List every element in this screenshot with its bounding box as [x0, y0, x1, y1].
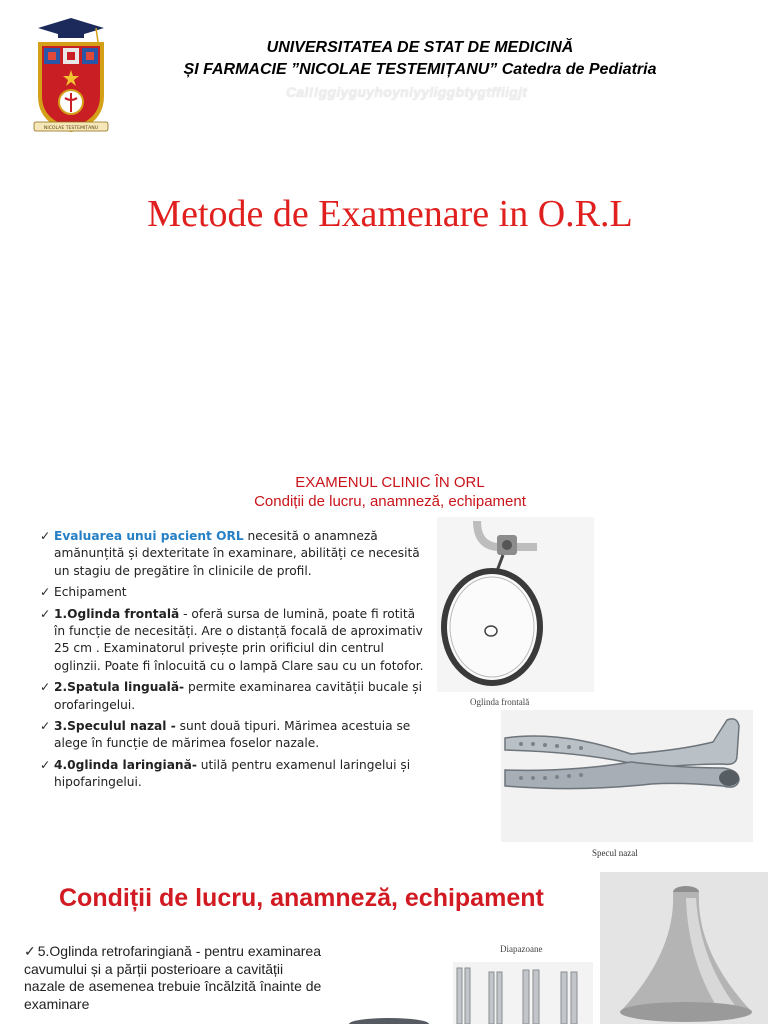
- check-icon: ✓: [40, 719, 51, 734]
- list-item-text: necesită o anamneză amănunțită și dexteritate în examinare, abilități ce necesită un stagiu de pregătire în clinicile de profil.: [54, 529, 420, 578]
- exam-subheading: Condiții de lucru, anamneză, echipament: [254, 493, 526, 510]
- university-name-line2: ȘI FARMACIE ”NICOLAE TESTEMIȚANU” Catedra de Pediatria: [183, 61, 657, 78]
- list-item-text: sunt două tipuri. Mărimea acestuia se alege în funcție de mărimea foselor nazale.: [54, 719, 411, 751]
- check-icon: ✓: [40, 585, 51, 600]
- check-icon: ✓: [40, 606, 51, 621]
- university-crest-logo: [30, 16, 112, 136]
- check-icon: ✓: [24, 943, 36, 959]
- list-item-text: permite examinarea cavității bucale și orofaringelui.: [54, 680, 422, 712]
- retropharyngeal-mirror-paragraph: [24, 943, 324, 1013]
- list-item-lead: 4.0glinda laringiană-: [54, 757, 197, 772]
- list-item: [40, 584, 430, 601]
- list-item-text: Echipament: [54, 585, 127, 600]
- crest-motto: NICOLAE TESTEMIȚANU: [43, 126, 99, 131]
- list-item: [40, 606, 430, 676]
- paragraph-text: 5.Oglinda retrofaringiană - pentru examinarea cavumului și a părții posterioare a cavității nazale de asemenea trebuie încălzită înainte de examinare: [24, 943, 322, 1012]
- nasal-speculum-image: [501, 710, 753, 842]
- header-faint-text: Cal!!ggiyguyhoyniyyliggbtygtffiigjt: [286, 84, 528, 100]
- check-icon: ✓: [40, 757, 51, 772]
- list-item-lead: 3.Speculul nazal -: [54, 719, 176, 734]
- list-item: [40, 757, 430, 792]
- conditions-heading: Condiții de lucru, anamneză, echipament: [59, 884, 544, 912]
- list-item-lead: 2.Spatula linguală-: [54, 680, 185, 695]
- list-item: [40, 528, 430, 580]
- list-item-text: - oferă sursa de lumină, poate fi rotită în funcție de necesități. Are o distanță focală de aproximativ 25 cm . Examinatorul privește prin orificiul din centrul oglinzii. Poate fi înlocuită cu o lampă Clare sau cu un fotofor.: [54, 606, 424, 673]
- list-item-lead: Evaluarea unui pacient ORL: [54, 529, 244, 543]
- exam-heading: EXAMENUL CLINIC ÎN ORL: [295, 474, 485, 491]
- list-item-text: utilă pentru examenul laringelui și hipofaringelui.: [54, 757, 411, 790]
- university-name-line1: UNIVERSITATEA DE STAT DE MEDICINĂ: [266, 39, 574, 56]
- tuning-forks-image: [453, 962, 593, 1024]
- list-item-lead: 1.Oglinda frontală: [54, 606, 180, 621]
- caption-frontal-mirror: Oglinda frontală: [470, 697, 530, 707]
- check-icon: ✓: [40, 529, 51, 543]
- caption-nasal-speculum: Specul nazal: [592, 848, 638, 858]
- check-icon: ✓: [40, 680, 51, 695]
- laryngeal-mirror-image: [339, 1012, 439, 1024]
- slide-title: Metode de Examenare in O.R.L: [147, 193, 633, 235]
- list-item: [40, 679, 430, 714]
- caption-tuning-forks: Diapazoane: [500, 944, 543, 954]
- list-item: [40, 718, 430, 753]
- equipment-list: [40, 528, 430, 796]
- frontal-mirror-image: [437, 517, 594, 692]
- ear-speculum-image: [600, 872, 768, 1024]
